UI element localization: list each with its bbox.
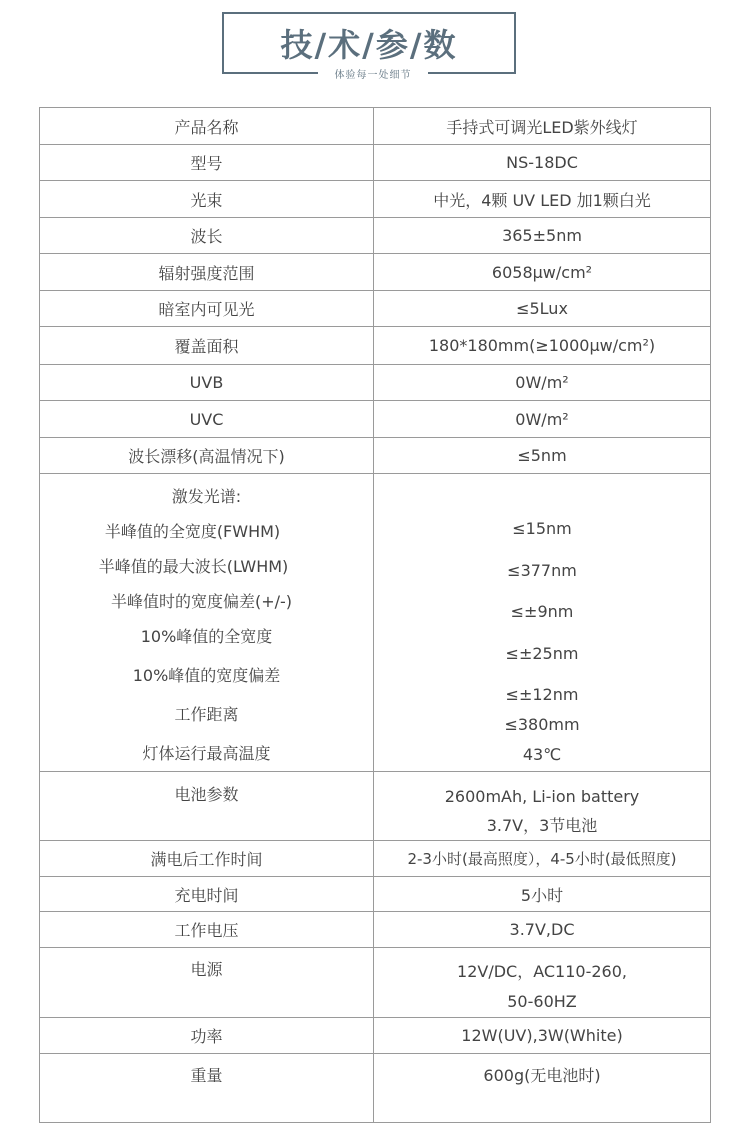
row-value: 0W/m² — [374, 365, 711, 401]
excitation-label: 工作距离 — [174, 705, 239, 724]
table-row — [40, 438, 711, 474]
title-frame-bottom-right — [428, 72, 516, 74]
page-title: 技/术/参/数 — [280, 26, 458, 64]
row-value: 6058µw/cm² — [374, 254, 711, 291]
excitation-value: ≤±12nm — [505, 685, 579, 704]
row-value: 180*180mm(≥1000µw/cm²) — [374, 327, 711, 365]
row-label: UVB — [40, 365, 374, 401]
excitation-label: 半峰值的全宽度(FWHM) — [104, 522, 281, 541]
row-label: 满电后工作时间 — [40, 841, 374, 877]
page-subtitle: 体验每一处细节 — [334, 70, 412, 81]
power-source-value — [374, 948, 711, 1018]
battery-value-line2: 3.7V，3节电池 — [486, 816, 598, 835]
power-source-label: 电源 — [40, 948, 374, 1018]
section-header — [0, 0, 750, 100]
row-label: 产品名称 — [40, 108, 374, 145]
table-row — [40, 327, 711, 365]
row-value: 0W/m² — [374, 401, 711, 438]
table-row — [40, 291, 711, 327]
title-frame-bottom-left — [222, 72, 318, 74]
excitation-row — [40, 474, 711, 772]
table-row — [40, 401, 711, 438]
excitation-label: 半峰值时的宽度偏差(+/-) — [110, 592, 293, 611]
row-label: 覆盖面积 — [40, 327, 374, 365]
excitation-labels — [40, 474, 374, 772]
spec-table — [39, 107, 711, 1123]
table-row — [40, 254, 711, 291]
row-value: NS-18DC — [374, 145, 711, 181]
power-source-line1: 12V/DC，AC110-260, — [457, 962, 627, 981]
excitation-value: ≤380mm — [504, 715, 580, 734]
battery-value-line1: 2600mAh, Li-ion battery — [444, 787, 640, 806]
excitation-value: 43℃ — [522, 745, 562, 764]
row-value: ≤5nm — [374, 438, 711, 474]
row-label: 波长 — [40, 218, 374, 254]
excitation-value: ≤±25nm — [505, 644, 579, 663]
table-row — [40, 1018, 711, 1054]
table-row — [40, 877, 711, 912]
table-row — [40, 365, 711, 401]
row-label: 光束 — [40, 181, 374, 218]
weight-label: 重量 — [40, 1054, 374, 1123]
weight-value: 600g(无电池时) — [374, 1054, 711, 1123]
row-value: 12W(UV),3W(White) — [374, 1018, 711, 1054]
excitation-values — [374, 474, 711, 772]
table-row — [40, 108, 711, 145]
excitation-value: ≤377nm — [507, 561, 577, 580]
table-row — [40, 912, 711, 948]
table-row — [40, 181, 711, 218]
title-frame-top — [222, 12, 514, 14]
excitation-label: 10%峰值的全宽度 — [140, 627, 273, 646]
row-value: 3.7V,DC — [374, 912, 711, 948]
row-label: 工作电压 — [40, 912, 374, 948]
row-label: 辐射强度范围 — [40, 254, 374, 291]
excitation-value: ≤15nm — [512, 519, 572, 538]
power-source-row — [40, 948, 711, 1018]
battery-label: 电池参数 — [40, 772, 374, 841]
weight-row — [40, 1054, 711, 1123]
row-value: 365±5nm — [374, 218, 711, 254]
excitation-label: 半峰值的最大波长(LWHM) — [98, 557, 289, 576]
row-value: 2-3小时(最高照度），4-5小时(最低照度) — [374, 841, 711, 877]
excitation-label: 激发光谱: — [171, 487, 242, 506]
excitation-value: ≤±9nm — [510, 602, 574, 621]
row-label: UVC — [40, 401, 374, 438]
row-value: 5小时 — [374, 877, 711, 912]
excitation-label: 10%峰值的宽度偏差 — [132, 666, 281, 685]
row-value: 中光，4颗 UV LED 加1颗白光 — [374, 181, 711, 218]
row-value: ≤5Lux — [374, 291, 711, 327]
row-label: 型号 — [40, 145, 374, 181]
excitation-label: 灯体运行最高温度 — [142, 744, 271, 763]
table-row — [40, 841, 711, 877]
row-label: 功率 — [40, 1018, 374, 1054]
battery-value — [374, 772, 711, 841]
battery-row — [40, 772, 711, 841]
row-value: 手持式可调光LED紫外线灯 — [374, 108, 711, 145]
row-label: 暗室内可见光 — [40, 291, 374, 327]
row-label: 充电时间 — [40, 877, 374, 912]
table-row — [40, 145, 711, 181]
row-label: 波长漂移(高温情况下) — [40, 438, 374, 474]
power-source-line2: 50-60HZ — [507, 992, 577, 1011]
table-row — [40, 218, 711, 254]
